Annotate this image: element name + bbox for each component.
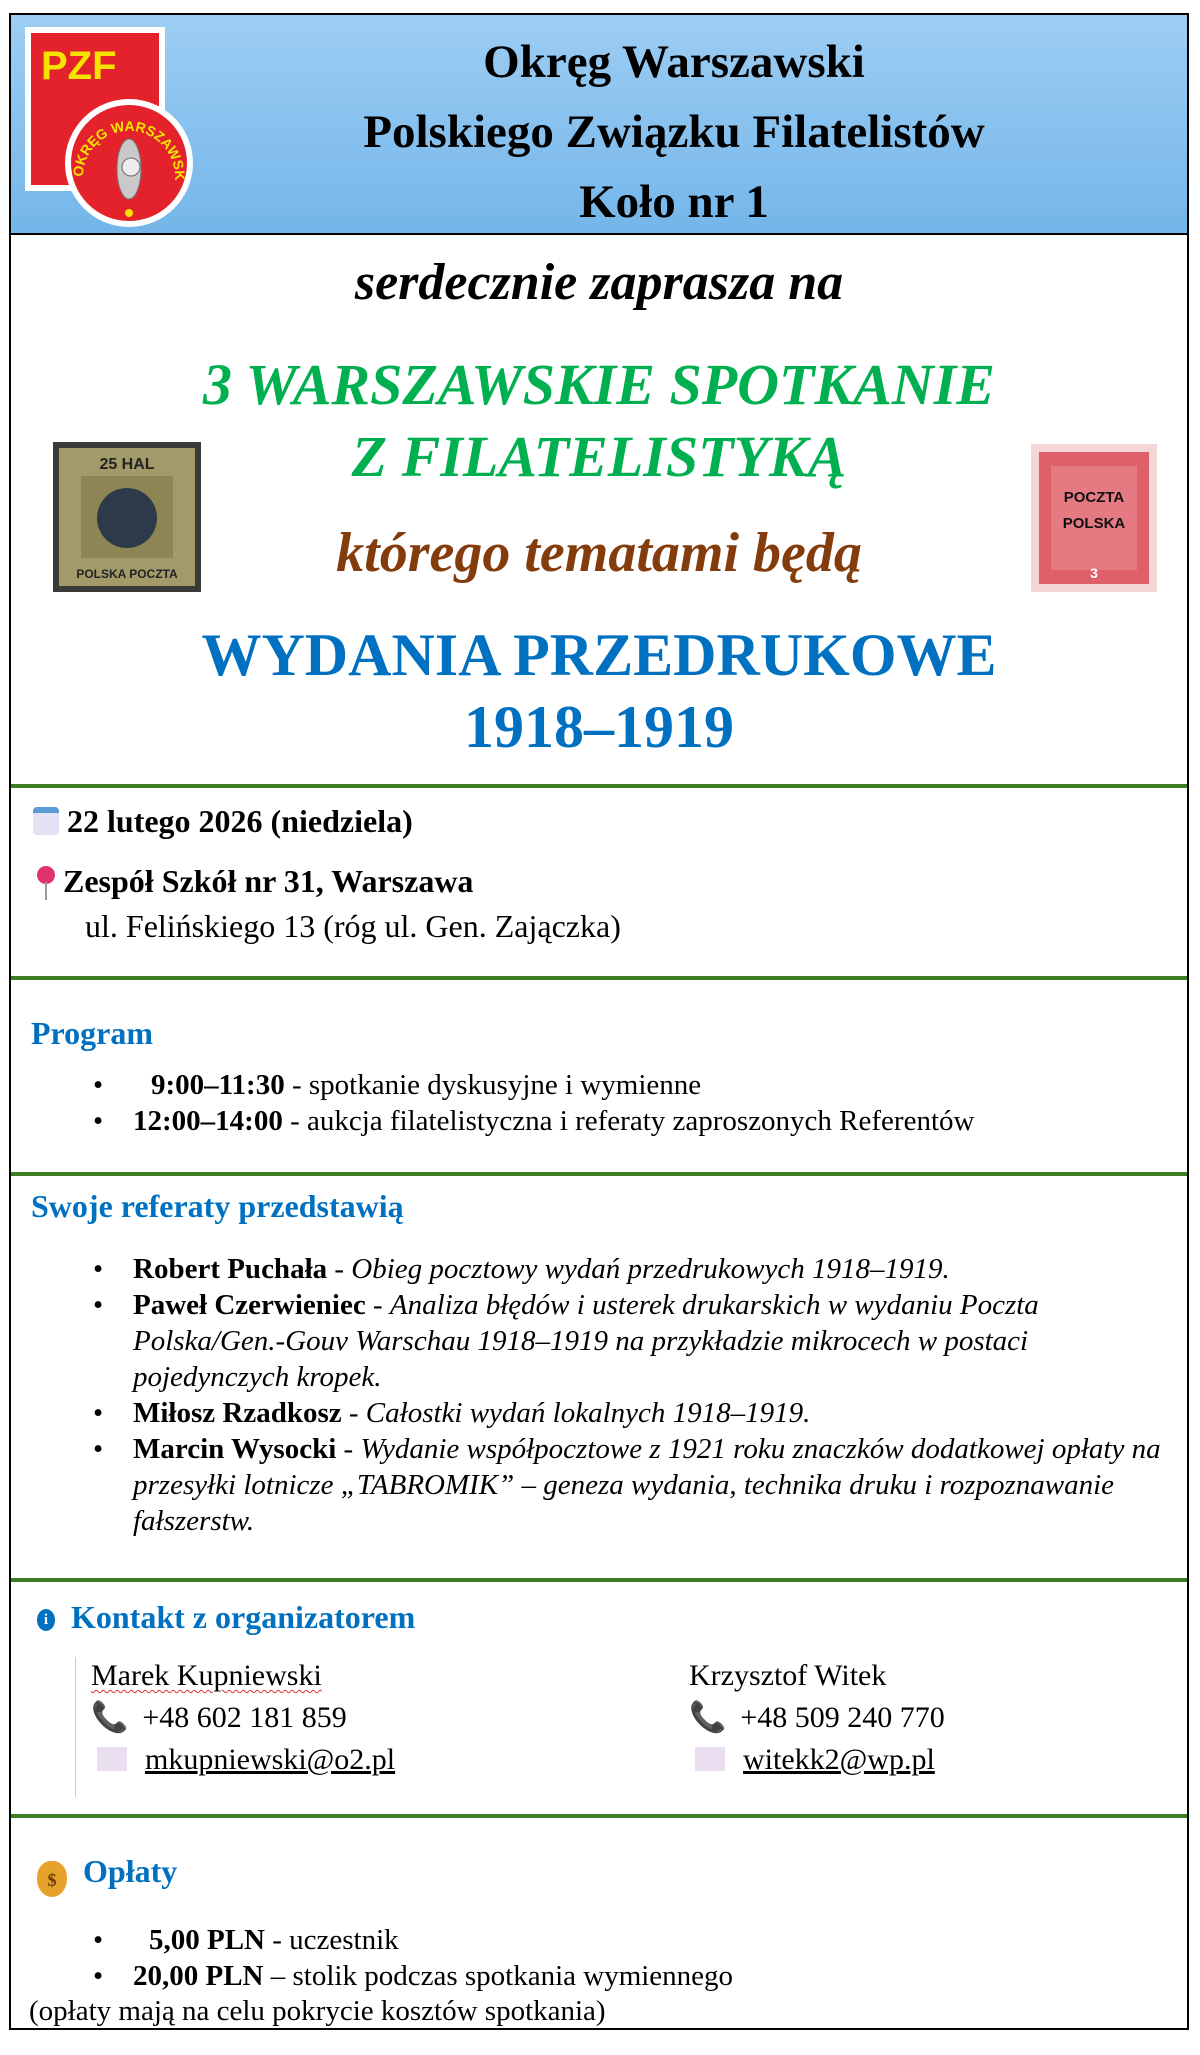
contact-phone: 📞 +48 602 181 859 [91, 1701, 347, 1734]
fees-heading: $ Opłaty [37, 1853, 177, 1897]
fee-item: • 20,00 PLN – stolik podczas spotkania wymiennego [93, 1960, 734, 1992]
svg-text:PZF: PZF [41, 44, 117, 88]
contact-person [91, 1655, 395, 1781]
contact-name: Krzysztof Witek [689, 1659, 887, 1692]
divider [11, 1814, 1187, 1818]
contact-phone: 📞 +48 509 240 770 [689, 1701, 945, 1734]
speaker-item: • Robert Puchała - Obieg pocztowy wydań przedrukowych 1918–1919. [93, 1253, 950, 1285]
event-date [33, 803, 413, 840]
contact-name: Marek Kupniewski [91, 1659, 322, 1692]
program-heading: Program [31, 1015, 154, 1051]
divider [11, 784, 1187, 788]
svg-text:OKRĘG WARSZAWSKI: OKRĘG WARSZAWSK [69, 117, 189, 181]
divider [11, 976, 1187, 980]
topic-line: WYDANIA PRZEDRUKOWE [201, 622, 997, 688]
contact-email [91, 1739, 395, 1781]
program-list [93, 1067, 975, 1139]
info-icon: i [37, 1609, 55, 1631]
pin-icon [37, 866, 55, 884]
contact-email [689, 1739, 945, 1781]
divider [11, 1578, 1187, 1582]
speaker-item: • Miłosz Rzadkosz - Całostki wydań lokalnych 1918–1919. [93, 1397, 811, 1429]
topic-line: 1918–1919 [464, 694, 734, 760]
contact-heading: i Kontakt z organizatorem [37, 1599, 415, 1636]
venue-address: ul. Felińskiego 13 (róg ul. Gen. Zajączka) [85, 908, 621, 944]
speaker-item: • Paweł Czerwieniec - Analiza błędów i usterek drukarskich w wydaniu Poczta Polska/Gen.-Gouv Warschau 1918–1919 na przykładzie mikrocech w postaci pojedynczych kropek. [93, 1289, 1039, 1393]
event-line: 3 WARSZAWSKIE SPOTKANIE [203, 352, 995, 417]
calendar-icon [33, 807, 59, 835]
email-link[interactable]: witekk2@wp.pl [743, 1743, 935, 1776]
envelope-icon [97, 1747, 127, 1771]
svg-text:POLSKA POCZTA: POLSKA POCZTA [76, 567, 178, 581]
program-item: • 12:00–14:00 - aukcja filatelistyczna i referaty zaproszonych Referentów [93, 1105, 975, 1137]
stamp-left-image [53, 442, 201, 592]
phone-icon: 📞 [689, 1701, 727, 1734]
phone-icon: 📞 [91, 1701, 129, 1734]
program-item: • 9:00–11:30 - spotkanie dyskusyjne i wymienne [93, 1069, 702, 1101]
money-bag-icon: $ [37, 1861, 67, 1897]
header [11, 15, 1187, 235]
speakers-heading: Swoje referaty przedstawią [31, 1188, 404, 1224]
fee-item: • 5,00 PLN - uczestnik [93, 1924, 399, 1956]
title-line: Polskiego Związku Filatelistów [363, 106, 985, 158]
svg-text:25 HAL: 25 HAL [99, 456, 155, 473]
svg-text:POLSKA: POLSKA [1062, 515, 1126, 532]
fees-note: (opłaty mają na celu pokrycie kosztów spotkania) [29, 1995, 606, 2027]
invites-text: serdecznie zaprasza na [354, 254, 844, 311]
stamp-right-image [1031, 444, 1157, 592]
contact-person [689, 1655, 945, 1781]
fees-list [93, 1922, 734, 1994]
svg-text:3: 3 [1090, 565, 1098, 581]
contact-divider [75, 1657, 76, 1797]
speaker-item: • Marcin Wysocki - Wydanie współpocztowe z 1921 roku znaczków dodatkowej opłaty na przesyłki lotnicze „TABROMIK” – geneza wydania, technika druku i rozpoznawanie fałszerstw. [93, 1433, 1161, 1537]
date-text: 22 lutego 2026 (niedziela) [67, 803, 413, 839]
event-venue [33, 863, 473, 900]
topic-title [11, 619, 1187, 763]
topics-intro: którego tematami będą [336, 522, 862, 584]
title-line: Okręg Warszawski [483, 36, 865, 88]
divider [11, 1172, 1187, 1176]
organization-title [161, 27, 1187, 237]
email-link[interactable]: mkupniewski@o2.pl [145, 1743, 396, 1776]
svg-text:POCZTA: POCZTA [1063, 489, 1125, 506]
flyer [9, 13, 1189, 2030]
envelope-icon [695, 1747, 725, 1771]
title-line: Koło nr 1 [579, 176, 769, 228]
event-line: Z FILATELISTYKĄ [351, 424, 847, 489]
speakers-list [93, 1251, 1178, 1539]
venue-text: Zespół Szkół nr 31, Warszawa [63, 863, 474, 899]
